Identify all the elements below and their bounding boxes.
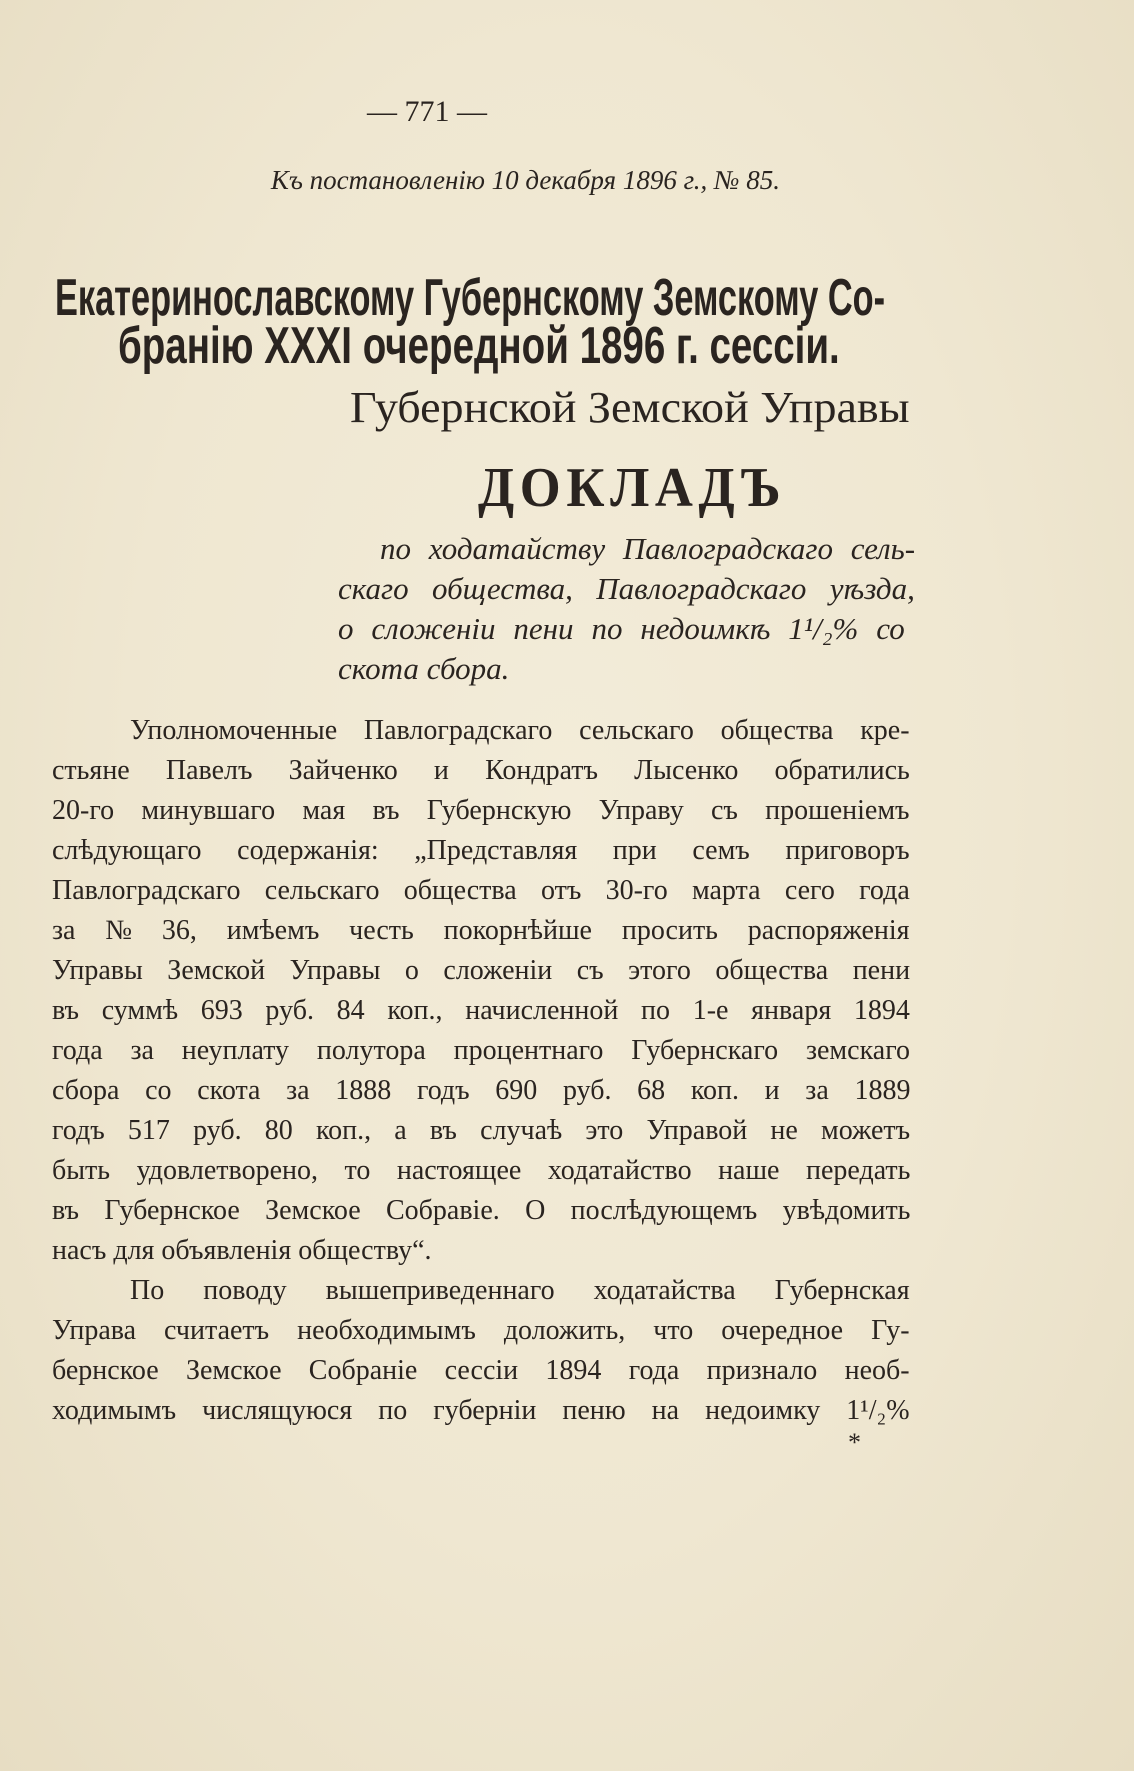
- subject-line-text: скота сбора.: [338, 651, 510, 686]
- subject-line: [338, 569, 915, 609]
- body-line-text: быть удовлетворено, то настоящее ходатайство наше передать: [52, 1155, 911, 1186]
- body-line: [52, 1111, 910, 1151]
- authority-line: [350, 383, 910, 432]
- body-line-text: въ суммѣ 693 руб. 84 коп., начисленной по 1-е января 1894: [52, 995, 910, 1026]
- body-line-text: Уполномоченные Павлоградскаго сельскаго общества кре-: [130, 715, 910, 746]
- body-line-text: за № 36, имѣемъ честь покорнѣйше просить распоряженія: [52, 915, 910, 946]
- report-body: [52, 711, 910, 1431]
- body-line: [130, 1271, 910, 1311]
- body-line: [52, 1231, 910, 1271]
- body-line-text: бернское Земское Собраніе сессіи 1894 года признало необ-: [52, 1355, 910, 1386]
- body-line-text: насъ для объявленія обществу“.: [52, 1235, 432, 1266]
- body-line: [52, 751, 910, 791]
- resolution-reference: Къ постановленію 10 декабря 1896 г., № 85.: [270, 165, 780, 195]
- report-heading-text: ДОКЛАДЪ: [478, 457, 787, 519]
- body-line-text: Управы Земской Управы о сложеніи съ этого общества пени: [52, 955, 911, 986]
- title-line: [118, 317, 840, 375]
- body-line: [52, 951, 910, 991]
- body-line: [52, 1071, 910, 1111]
- body-line-text: года за неуплату полутора процентнаго Губернскаго земскаго: [52, 1035, 910, 1066]
- body-line: [52, 831, 910, 871]
- body-line-text: слѣдующаго содержанія: „Представляя при семъ приговоръ: [52, 835, 910, 866]
- body-line: [52, 791, 910, 831]
- body-line: [52, 1151, 910, 1191]
- body-line-text: сбора со скота за 1888 годъ 690 руб. 68 коп. и за 1889: [52, 1075, 911, 1106]
- body-line: [52, 1031, 910, 1071]
- body-line-text: По поводу вышеприведеннаго ходатайства Губернская: [130, 1275, 910, 1306]
- body-line-text: Павлоградскаго сельскаго общества отъ 30-го марта сего года: [52, 875, 910, 906]
- paragraph: [52, 711, 910, 1271]
- body-line: [52, 871, 910, 911]
- subject-line-text: по ходатайству Павлоградскаго сель-: [380, 531, 916, 566]
- signature-mark: *: [848, 1428, 861, 1457]
- paragraph: [52, 1271, 910, 1431]
- body-line-text: ходимымъ числящуюся по губерніи пеню на недоимку 1¹/₂%: [52, 1395, 910, 1426]
- authority-text: Губернской Земской Управы: [350, 383, 910, 432]
- body-line-text: стьяне Павелъ Зайченко и Кондратъ Лысенко обратились: [52, 755, 910, 786]
- body-line: [130, 711, 910, 751]
- subject-line: [338, 649, 915, 689]
- body-line: [52, 911, 910, 951]
- subject-line: [380, 529, 915, 569]
- subject-line: [338, 609, 905, 649]
- body-line: [52, 1311, 910, 1351]
- body-line-text: въ Губернское Земское Собравіе. О послѣдующемъ увѣдомить: [52, 1195, 911, 1226]
- body-line-text: Управа считаетъ необходимымъ доложить, что очередное Гу-: [52, 1315, 910, 1346]
- title-line-text: бранію XXXI очередной 1896 г. сессіи.: [118, 317, 840, 375]
- title-line-text: Екатеринославскому Губернскому Земскому Со-: [55, 269, 886, 327]
- body-line: [52, 1191, 910, 1231]
- report-heading: [478, 456, 786, 520]
- body-line: [52, 1351, 910, 1391]
- title-line: [55, 269, 886, 327]
- subject-line-text: о сложеніи пени по недоимкѣ 1¹/₂% со: [338, 611, 905, 646]
- body-line: [52, 991, 910, 1031]
- body-line-text: годъ 517 руб. 80 коп., а въ случаѣ это Управой не можетъ: [52, 1115, 911, 1146]
- body-line-text: 20-го минувшаго мая въ Губернскую Управу съ прошеніемъ: [52, 795, 910, 826]
- page-number: — 771 —: [367, 95, 487, 128]
- body-line: [52, 1391, 910, 1431]
- subject-line-text: скаго общества, Павлоградскаго уѣзда,: [338, 571, 915, 606]
